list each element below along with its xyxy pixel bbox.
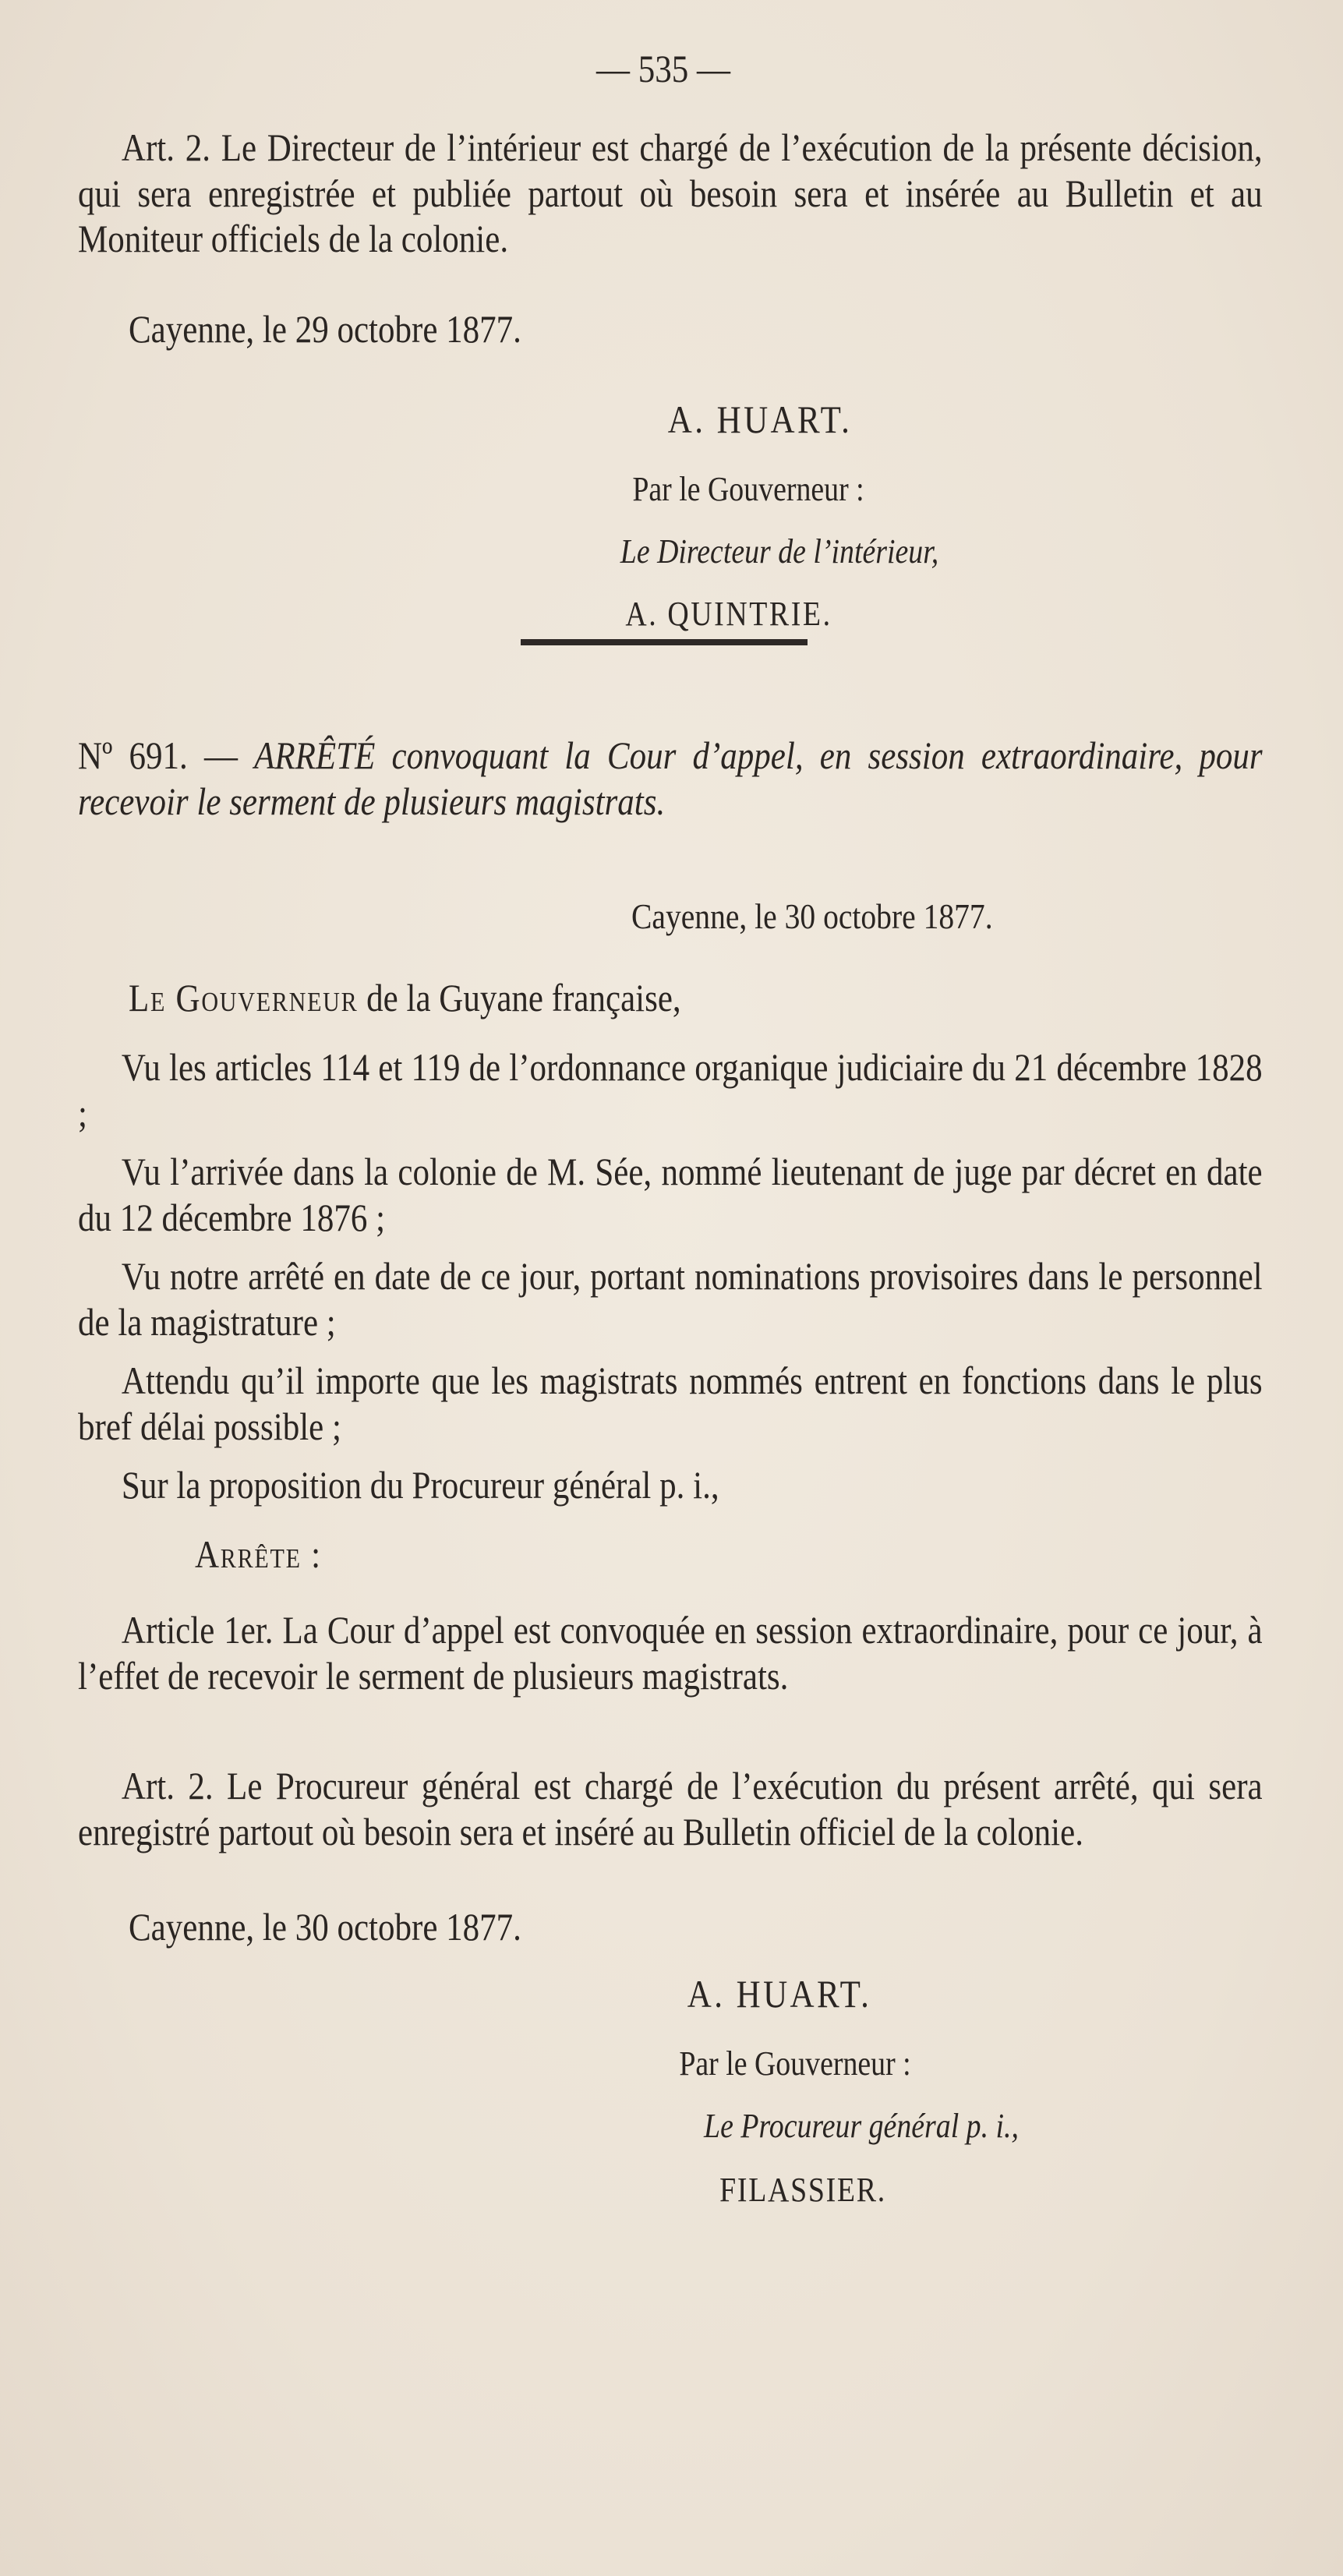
- section1-official-title: Le Directeur de l’intérieur,: [620, 532, 939, 571]
- governor-title: Le Gouverneur: [129, 976, 359, 1019]
- section2-signature: A. HUART.: [687, 1972, 872, 2016]
- section2-official-name: FILASSIER.: [719, 2171, 886, 2209]
- arrete-label: Arrête :: [195, 1532, 322, 1576]
- section1-by-governor: Par le Gouverneur :: [632, 470, 864, 508]
- section2-place-date: Cayenne, le 30 octobre 1877.: [631, 896, 993, 936]
- considerant-5: Sur la proposition du Procureur général p. i.,: [121, 1463, 719, 1507]
- decree-number: Nº 691. —: [78, 733, 238, 777]
- section1-date: Cayenne, le 29 octobre 1877.: [129, 307, 521, 351]
- considerant-4: Attendu qu’il importe que les magistrats nommés entrent en fonctions dans le plus bref délai possible ;: [78, 1359, 1263, 1448]
- section2-official-title: Le Procureur général p. i.,: [704, 2107, 1019, 2145]
- section1-signature: A. HUART.: [667, 398, 853, 441]
- decree-title: ARRÊTÉ convoquant la Cour d’appel, en session extraordinaire, pour recevoir le serment de plusieurs magistrats.: [78, 733, 1263, 823]
- section1-official-name: A. QUINTRIE.: [625, 595, 832, 633]
- considerant-3: Vu notre arrêté en date de ce jour, portant nominations provisoires dans le personnel de la magistrature ;: [78, 1254, 1263, 1344]
- considerant-2: Vu l’arrivée dans la colonie de M. Sée, nommé lieutenant de juge par décret en date du 12 décembre 1876 ;: [78, 1150, 1263, 1239]
- page-number: — 535 —: [596, 47, 730, 90]
- section2-governor-line: [129, 976, 1147, 1019]
- section2-heading: [78, 733, 1263, 824]
- section-divider: [521, 639, 808, 645]
- section2-date: Cayenne, le 30 octobre 1877.: [129, 1905, 521, 1949]
- considerant-1: Vu les articles 114 et 119 de l’ordonnance organique judiciaire du 21 décembre 1828 ;: [78, 1045, 1263, 1135]
- governor-region: de la Guyane française,: [358, 976, 681, 1019]
- article-1: Article 1er. La Cour d’appel est convoquée en session extraordinaire, pour ce jour, à l’effet de recevoir le serment de plusieurs magistrats.: [78, 1608, 1263, 1698]
- article-2: Art. 2. Le Procureur général est chargé de l’exécution du présent arrêté, qui sera enregistré partout où besoin sera et inséré au Bulletin officiel de la colonie.: [78, 1764, 1263, 1853]
- section2-by-governor: Par le Gouverneur :: [679, 2044, 911, 2083]
- section1-article2: Art. 2. Le Directeur de l’intérieur est chargé de l’exécution de la présente décision, qui sera enregistrée et publiée partout où besoin sera et insérée au Bulletin et au Moniteur officiels de la colonie.: [78, 125, 1263, 260]
